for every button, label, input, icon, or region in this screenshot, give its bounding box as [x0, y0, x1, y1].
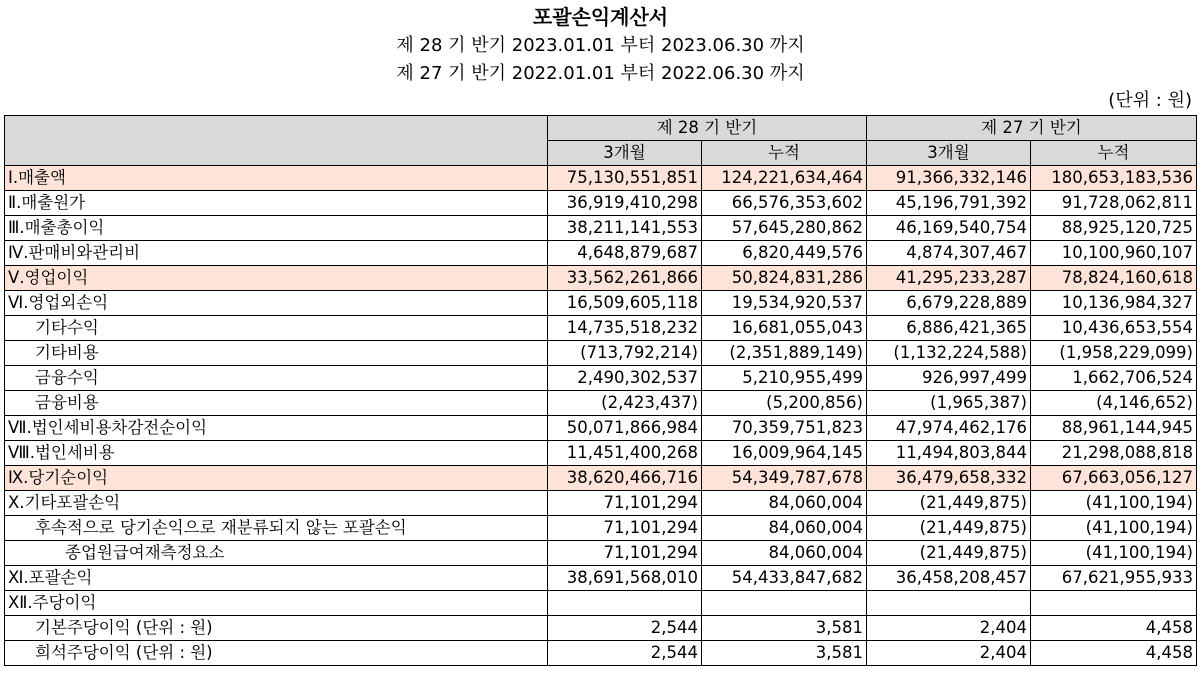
table-row [5, 591, 1197, 616]
cell-value: 70,359,751,823 [702, 416, 867, 441]
table-row [5, 291, 1197, 316]
cell-value: 2,544 [548, 616, 702, 641]
cell-value: 16,509,605,118 [548, 291, 702, 316]
cell-value: 6,679,228,889 [867, 291, 1031, 316]
cell-value: 1,662,706,524 [1031, 366, 1197, 391]
row-label: Ⅴ.영업이익 [5, 266, 548, 291]
unit-label: (단위 : 원) [1108, 90, 1192, 111]
table-row [5, 241, 1197, 266]
cell-value: 45,196,791,392 [867, 191, 1031, 216]
cell-value: (5,200,856) [702, 391, 867, 416]
cell-value: 3,581 [702, 641, 867, 666]
table-row [5, 416, 1197, 441]
group-header-prior: 제 27 기 반기 [867, 116, 1197, 141]
row-label: 기타수익 [5, 316, 548, 341]
row-label: 금융비용 [5, 391, 548, 416]
row-label: Ⅺ.포괄손익 [5, 566, 548, 591]
cell-value: 2,404 [867, 616, 1031, 641]
cell-value: 36,458,208,457 [867, 566, 1031, 591]
table-row [5, 516, 1197, 541]
cell-value: 38,691,568,010 [548, 566, 702, 591]
table-row [5, 391, 1197, 416]
cell-value: (1,958,229,099) [1031, 341, 1197, 366]
row-label: Ⅹ.기타포괄손익 [5, 491, 548, 516]
cell-value: 91,366,332,146 [867, 166, 1031, 191]
row-label: Ⅸ.당기순이익 [5, 466, 548, 491]
cell-value: 926,997,499 [867, 366, 1031, 391]
cell-value: 71,101,294 [548, 516, 702, 541]
cell-value: 2,404 [867, 641, 1031, 666]
table-row [5, 616, 1197, 641]
cell-value: 88,925,120,725 [1031, 216, 1197, 241]
cell-value: 41,295,233,287 [867, 266, 1031, 291]
table-row [5, 166, 1197, 191]
cell-value: 84,060,004 [702, 491, 867, 516]
cell-value: 54,349,787,678 [702, 466, 867, 491]
row-label: Ⅱ.매출원가 [5, 191, 548, 216]
cell-value: 4,458 [1031, 641, 1197, 666]
cell-value: 66,576,353,602 [702, 191, 867, 216]
group-header-row [5, 116, 1197, 141]
cell-value: 67,663,056,127 [1031, 466, 1197, 491]
cell-value: 5,210,955,499 [702, 366, 867, 391]
cell-value [702, 591, 867, 616]
cell-value: (1,132,224,588) [867, 341, 1031, 366]
cell-value: (1,965,387) [867, 391, 1031, 416]
cell-value: 50,071,866,984 [548, 416, 702, 441]
row-label: Ⅶ.법인세비용차감전순이익 [5, 416, 548, 441]
cell-value [548, 591, 702, 616]
cell-value: 38,211,141,553 [548, 216, 702, 241]
row-label: Ⅰ.매출액 [5, 166, 548, 191]
cell-value: 10,100,960,107 [1031, 241, 1197, 266]
cell-value: 36,479,658,332 [867, 466, 1031, 491]
row-label: 기타비용 [5, 341, 548, 366]
row-label: 희석주당이익 (단위 : 원) [5, 641, 548, 666]
cell-value: 33,562,261,866 [548, 266, 702, 291]
sub-header-prior-cum: 누적 [1031, 141, 1197, 166]
cell-value: (41,100,194) [1031, 541, 1197, 566]
cell-value: 14,735,518,232 [548, 316, 702, 341]
cell-value [867, 591, 1031, 616]
period-current: 제 28 기 반기 2023.01.01 부터 2023.06.30 까지 [396, 35, 805, 56]
cell-value: 10,136,984,327 [1031, 291, 1197, 316]
table-row [5, 366, 1197, 391]
cell-value: 84,060,004 [702, 541, 867, 566]
label-column-header [5, 116, 548, 166]
cell-value: 21,298,088,818 [1031, 441, 1197, 466]
cell-value: 71,101,294 [548, 541, 702, 566]
cell-value: 71,101,294 [548, 491, 702, 516]
cell-value: 50,824,831,286 [702, 266, 867, 291]
cell-value: 46,169,540,754 [867, 216, 1031, 241]
row-label: ⅩⅡ.주당이익 [5, 591, 548, 616]
cell-value: 47,974,462,176 [867, 416, 1031, 441]
cell-value: 4,648,879,687 [548, 241, 702, 266]
cell-value: 88,961,144,945 [1031, 416, 1197, 441]
cell-value: (41,100,194) [1031, 491, 1197, 516]
table-row [5, 641, 1197, 666]
cell-value: 10,436,653,554 [1031, 316, 1197, 341]
table-row [5, 191, 1197, 216]
row-label: Ⅵ.영업외손익 [5, 291, 548, 316]
cell-value [1031, 591, 1197, 616]
cell-value: (2,351,889,149) [702, 341, 867, 366]
sub-header-current-3m: 3개월 [548, 141, 702, 166]
cell-value: (4,146,652) [1031, 391, 1197, 416]
cell-value: (21,449,875) [867, 491, 1031, 516]
table-row [5, 316, 1197, 341]
table-row [5, 441, 1197, 466]
cell-value: 54,433,847,682 [702, 566, 867, 591]
cell-value: 67,621,955,933 [1031, 566, 1197, 591]
cell-value: (713,792,214) [548, 341, 702, 366]
row-label: Ⅷ.법인세비용 [5, 441, 548, 466]
cell-value: 78,824,160,618 [1031, 266, 1197, 291]
row-label: Ⅲ.매출총이익 [5, 216, 548, 241]
cell-value: 6,886,421,365 [867, 316, 1031, 341]
cell-value: 16,009,964,145 [702, 441, 867, 466]
cell-value: (2,423,437) [548, 391, 702, 416]
row-label: 후속적으로 당기손익으로 재분류되지 않는 포괄손익 [5, 516, 548, 541]
cell-value: 3,581 [702, 616, 867, 641]
statement-title: 포괄손익계산서 [532, 5, 669, 29]
table-row [5, 266, 1197, 291]
group-header-current: 제 28 기 반기 [548, 116, 867, 141]
cell-value: 4,458 [1031, 616, 1197, 641]
cell-value: 36,919,410,298 [548, 191, 702, 216]
row-label: Ⅳ.판매비와관리비 [5, 241, 548, 266]
cell-value: 2,490,302,537 [548, 366, 702, 391]
cell-value: 11,451,400,268 [548, 441, 702, 466]
sub-header-prior-3m: 3개월 [867, 141, 1031, 166]
cell-value: 19,534,920,537 [702, 291, 867, 316]
cell-value: 4,874,307,467 [867, 241, 1031, 266]
cell-value: 38,620,466,716 [548, 466, 702, 491]
cell-value: 180,653,183,536 [1031, 166, 1197, 191]
cell-value: 57,645,280,862 [702, 216, 867, 241]
sub-header-current-cum: 누적 [702, 141, 867, 166]
cell-value: 124,221,634,464 [702, 166, 867, 191]
table-row [5, 216, 1197, 241]
income-statement-table [4, 115, 1197, 666]
cell-value: 2,544 [548, 641, 702, 666]
cell-value: 16,681,055,043 [702, 316, 867, 341]
table-row [5, 491, 1197, 516]
row-label: 기본주당이익 (단위 : 원) [5, 616, 548, 641]
row-label: 금융수익 [5, 366, 548, 391]
table-row [5, 466, 1197, 491]
period-prior: 제 27 기 반기 2022.01.01 부터 2022.06.30 까지 [396, 63, 805, 84]
cell-value: (41,100,194) [1031, 516, 1197, 541]
cell-value: 6,820,449,576 [702, 241, 867, 266]
cell-value: (21,449,875) [867, 541, 1031, 566]
cell-value: 91,728,062,811 [1031, 191, 1197, 216]
cell-value: 84,060,004 [702, 516, 867, 541]
row-label: 종업원급여재측정요소 [5, 541, 548, 566]
table-row [5, 541, 1197, 566]
cell-value: (21,449,875) [867, 516, 1031, 541]
table-row [5, 566, 1197, 591]
cell-value: 11,494,803,844 [867, 441, 1031, 466]
cell-value: 75,130,551,851 [548, 166, 702, 191]
table-row [5, 341, 1197, 366]
